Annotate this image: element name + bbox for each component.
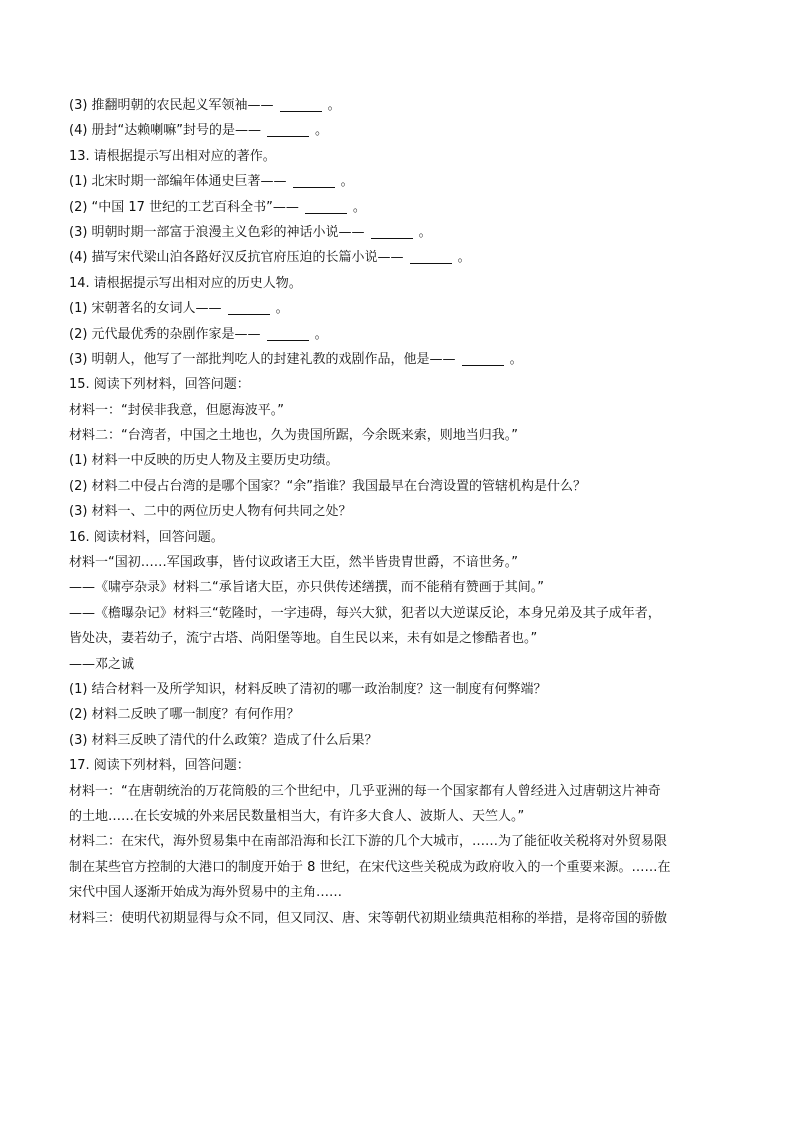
question-15-heading: 15. 阅读下列材料，回答问题：: [69, 377, 250, 393]
material-2-text: 材料二：“台湾者，中国之土地也，久为贵国所踞，今余既来索，则地当归我。”: [69, 428, 518, 444]
question-17-heading: 17. 阅读下列材料，回答问题：: [69, 758, 250, 774]
material-3-text-continued: 皆处决，妻若幼子，流宁古塔、尚阳堡等地。自生民以来，未有如是之惨酷者也。”: [69, 631, 538, 647]
question-16-sub-1: (1) 结合材料一及所学知识，材料反映了清初的哪一政治制度？这一制度有何弊端？: [69, 681, 547, 697]
question-14-item-2: [69, 322, 729, 347]
question-14-heading: 14. 请根据提示写出相对应的历史人物。: [69, 275, 302, 291]
material-1-text: 材料一：“封侯非我意，但愿海波平。”: [69, 402, 284, 418]
question-13-heading: 13. 请根据提示写出相对应的著作。: [69, 148, 276, 164]
question-text: (3) 明朝人，他写了一部批判吃人的封建礼教的戏剧作品，他是——: [69, 351, 456, 367]
material-3-text: 材料三：使明代初期显得与众不同，但又同汉、唐、宋等朝代初期业绩典范相称的举措，是将帝国的骄傲: [69, 910, 668, 926]
material-1-text: 材料一“国初……军国政事，皆付议政诸王大臣，然半皆贵胄世爵，不谙世务。”: [69, 555, 518, 571]
question-16-sub-3: (3) 材料三反映了清代的什么政策？造成了什么后果？: [69, 732, 378, 748]
document-body: [69, 93, 729, 931]
answer-blank[interactable]: [267, 326, 309, 341]
answer-blank[interactable]: [410, 249, 452, 264]
question-text: (3) 明朝时期一部富于浪漫主义色彩的神话小说——: [69, 224, 365, 240]
question-15-sub-1: (1) 材料一中反映的历史人物及主要历史功绩。: [69, 453, 339, 469]
answer-blank[interactable]: [267, 122, 309, 137]
material-2-text: ——《啸亭杂录》材料二“承旨诸大臣，亦只供传述缮撰，而不能稍有赞画于其间。”: [69, 580, 544, 596]
question-12-item-3: [69, 93, 729, 118]
question-16-heading: 16. 阅读材料，回答问题。: [69, 529, 224, 545]
question-text-end: 。: [314, 326, 328, 342]
question-12-item-4: [69, 118, 729, 143]
material-source: ——邓之诚: [69, 656, 135, 672]
question-13-item-3: [69, 220, 729, 245]
question-13-item-1: [69, 169, 729, 194]
question-text-end: 。: [352, 199, 366, 215]
question-text-end: 。: [418, 224, 432, 240]
material-2-text-continued: 制在某些官方控制的大港口的制度开始于 8 世纪，在宋代这些关税成为政府收入的一个重要来源。……在: [69, 859, 671, 875]
material-1-text: 材料一：“在唐朝统治的万花筒般的三个世纪中，几乎亚洲的每一个国家都有人曾经进入过唐朝这片神奇: [69, 783, 661, 799]
question-text: (4) 描写宋代梁山泊各路好汉反抗官府压迫的长篇小说——: [69, 250, 404, 266]
question-15-sub-2: (2) 材料二中侵占台湾的是哪个国家？“余”指谁？我国最早在台湾设置的管辖机构是什么？: [69, 478, 587, 494]
question-text-end: 。: [275, 301, 289, 317]
material-2-text-end: 宋代中国人逐渐开始成为海外贸易中的主角……: [69, 885, 343, 901]
question-14-item-1: [69, 296, 729, 321]
question-text: (2) 元代最优秀的杂剧作家是——: [69, 326, 261, 342]
answer-blank[interactable]: [228, 300, 270, 315]
question-15-sub-3: (3) 材料一、二中的两位历史人物有何共同之处？: [69, 504, 352, 520]
material-3-text: ——《檐曝杂记》材料三“乾隆时，一字违碍，每兴大狱，犯者以大逆谋反论，本身兄弟及其子成年者，: [69, 605, 661, 621]
question-text-end: 。: [315, 123, 329, 139]
question-text: (4) 册封“达赖喇嘛”封号的是——: [69, 123, 262, 139]
answer-blank[interactable]: [305, 199, 347, 214]
material-1-text-continued: 的土地……在长安城的外来居民数量相当大，有许多大食人、波斯人、天竺人。”: [69, 808, 525, 824]
question-text-end: 。: [327, 98, 341, 113]
question-text-end: 。: [509, 351, 523, 367]
question-text: (1) 宋朝著名的女词人——: [69, 301, 222, 317]
answer-blank[interactable]: [462, 351, 504, 366]
answer-blank[interactable]: [371, 224, 413, 239]
question-16-sub-2: (2) 材料二反映了哪一制度？有何作用？: [69, 707, 300, 723]
question-13-item-2: [69, 195, 729, 220]
question-13-item-4: [69, 245, 729, 270]
question-text-end: 。: [340, 174, 354, 190]
answer-blank[interactable]: [280, 97, 322, 112]
question-text-end: 。: [457, 250, 471, 266]
material-2-text: 材料二：在宋代，海外贸易集中在南部沿海和长江下游的几个大城市，……为了能征收关税将对外贸易限: [69, 834, 668, 850]
question-text: (3) 推翻明朝的农民起义军领袖——: [69, 98, 274, 113]
question-text: (2) “中国 17 世纪的工艺百科全书”——: [69, 199, 299, 215]
answer-blank[interactable]: [293, 173, 335, 188]
question-14-item-3: [69, 347, 729, 372]
question-text: (1) 北宋时期一部编年体通史巨著——: [69, 174, 287, 190]
